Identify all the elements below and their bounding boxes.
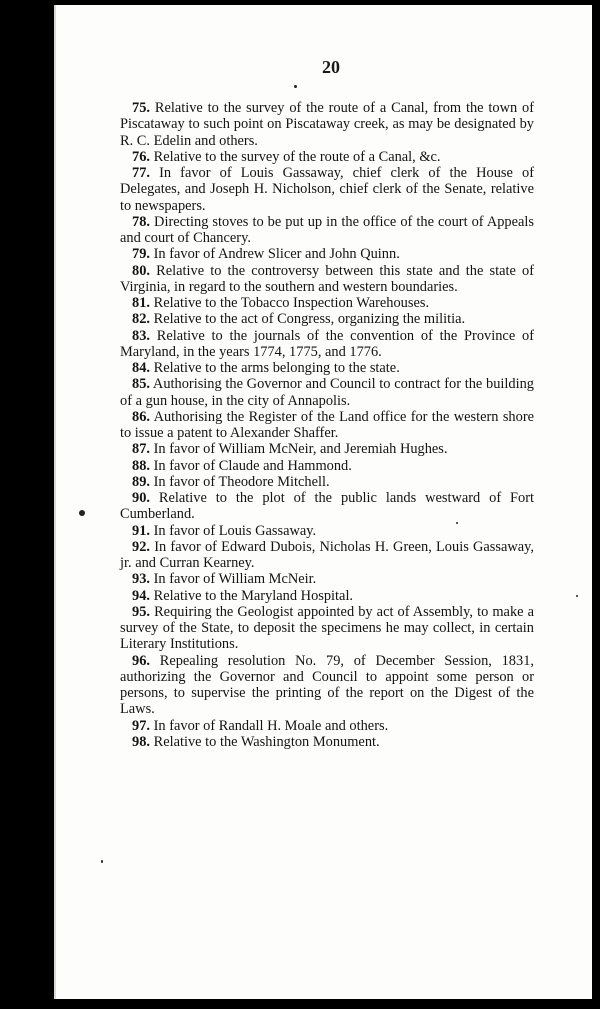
resolution-text: Relative to the Washington Monument.	[153, 733, 380, 750]
resolution-text: Relative to the Maryland Hospital.	[153, 587, 354, 604]
resolution-entry	[120, 571, 534, 587]
resolution-number: 98.	[132, 733, 150, 750]
resolution-text: Requiring the Geologist appointed by act of Assembly, to make a survey of the State, to deposit the specimens he may collect, in certain Literary Institutions.	[120, 603, 534, 653]
resolution-entry	[120, 441, 534, 457]
resolution-number: 87.	[132, 441, 150, 458]
resolution-text: Relative to the arms belonging to the state.	[153, 360, 400, 376]
resolution-text: In favor of Louis Gassaway, chief clerk of the House of Delegates, and Joseph H. Nicholson, chief clerk of the Senate, relative to newspapers.	[120, 165, 534, 214]
resolution-number: 88.	[132, 457, 150, 474]
resolution-text: In favor of Randall H. Moale and others.	[153, 717, 389, 734]
resolution-number: 91.	[132, 522, 150, 539]
resolution-entry	[120, 376, 534, 409]
resolution-entry	[120, 360, 534, 376]
scan-border	[592, 0, 600, 1009]
scan-speck	[294, 85, 297, 88]
resolution-text: In favor of Andrew Slicer and John Quinn.	[153, 246, 400, 263]
resolution-entry	[120, 539, 534, 572]
resolution-text: Relative to the journals of the convention of the Province of Maryland, in the years 1774, 1775, and 1776.	[120, 327, 534, 360]
resolution-number: 75.	[132, 100, 150, 116]
resolution-text: Repealing resolution No. 79, of December Session, 1831, authorizing the Governor and Council to appoint some person or persons, to supervise the printing of the report on the Digest of the Laws.	[120, 652, 534, 718]
resolution-number: 80.	[132, 262, 150, 279]
resolution-text: Relative to the act of Congress, organizing the militia.	[153, 311, 466, 328]
resolution-text: In favor of William McNeir.	[153, 571, 317, 588]
resolution-text: In favor of William McNeir, and Jeremiah Hughes.	[153, 441, 448, 458]
resolution-text: Relative to the survey of the route of a Canal, from the town of Piscataway to such point on Piscataway creek, as may be designated by R. C. Edelin and others.	[120, 100, 534, 149]
resolution-text: Relative to the plot of the public lands westward of Fort Cumberland.	[120, 490, 534, 523]
resolution-entry	[120, 214, 534, 247]
resolution-entry	[120, 588, 534, 604]
resolution-entry	[120, 149, 534, 165]
resolution-text: Authorising the Register of the Land office for the western shore to issue a patent to Alexander Shaffer.	[120, 408, 535, 441]
resolution-entry	[120, 718, 534, 734]
resolution-entry	[120, 100, 534, 149]
scan-speck	[101, 860, 103, 863]
resolution-number: 94.	[132, 587, 150, 604]
resolution-entry	[120, 734, 534, 750]
resolution-text: In favor of Claude and Hammond.	[153, 457, 352, 474]
resolution-number: 83.	[132, 327, 150, 344]
resolution-entry	[120, 263, 534, 296]
resolution-number: 82.	[132, 311, 150, 328]
resolution-number: 78.	[132, 213, 150, 230]
resolutions-list	[120, 100, 534, 750]
resolution-entry	[120, 653, 534, 718]
resolution-number: 79.	[132, 246, 150, 263]
resolution-entry	[120, 246, 534, 262]
resolution-entry	[120, 458, 534, 474]
document-page	[54, 5, 594, 999]
resolution-text: In favor of Theodore Mitchell.	[153, 473, 330, 490]
resolution-entry	[120, 474, 534, 490]
resolution-text: Directing stoves to be put up in the office of the court of Appeals and court of Chancery.	[120, 213, 534, 246]
resolution-text: Relative to the Tobacco Inspection Warehouses.	[153, 295, 430, 311]
resolution-number: 85.	[132, 376, 150, 393]
resolution-entry	[120, 409, 534, 442]
resolution-number: 81.	[132, 295, 150, 311]
resolution-number: 96.	[132, 652, 150, 669]
resolution-number: 77.	[132, 165, 150, 181]
resolution-number: 93.	[132, 571, 150, 588]
resolution-text: Relative to the survey of the route of a Canal, &c.	[153, 148, 441, 165]
resolution-number: 86.	[132, 408, 150, 425]
scan-speck	[456, 522, 458, 524]
resolution-number: 90.	[132, 490, 150, 506]
resolution-number: 95.	[132, 603, 150, 620]
resolution-number: 84.	[132, 360, 150, 376]
resolution-text: Authorising the Governor and Council to contract for the building of a gun house, in the city of Annapolis.	[120, 376, 534, 409]
resolution-number: 76.	[132, 148, 150, 165]
resolution-entry	[120, 490, 534, 523]
resolution-text: Relative to the controversy between this state and the state of Virginia, in regard to the southern and western boundaries.	[120, 262, 534, 295]
resolution-number: 89.	[132, 473, 150, 490]
resolution-number: 92.	[132, 538, 150, 555]
resolution-entry	[120, 165, 534, 214]
page-number: 20	[322, 57, 340, 77]
resolution-entry	[120, 604, 534, 653]
scan-speck	[79, 510, 85, 516]
scan-speck	[576, 595, 578, 597]
resolution-entry	[120, 311, 534, 327]
resolution-entry	[120, 328, 534, 361]
resolution-text: In favor of Louis Gassaway.	[153, 522, 317, 539]
resolution-text: In favor of Edward Dubois, Nicholas H. Green, Louis Gassaway, jr. and Curran Kearney.	[120, 538, 534, 571]
resolution-number: 97.	[132, 717, 150, 734]
resolution-entry	[120, 295, 534, 311]
resolution-entry	[120, 523, 534, 539]
